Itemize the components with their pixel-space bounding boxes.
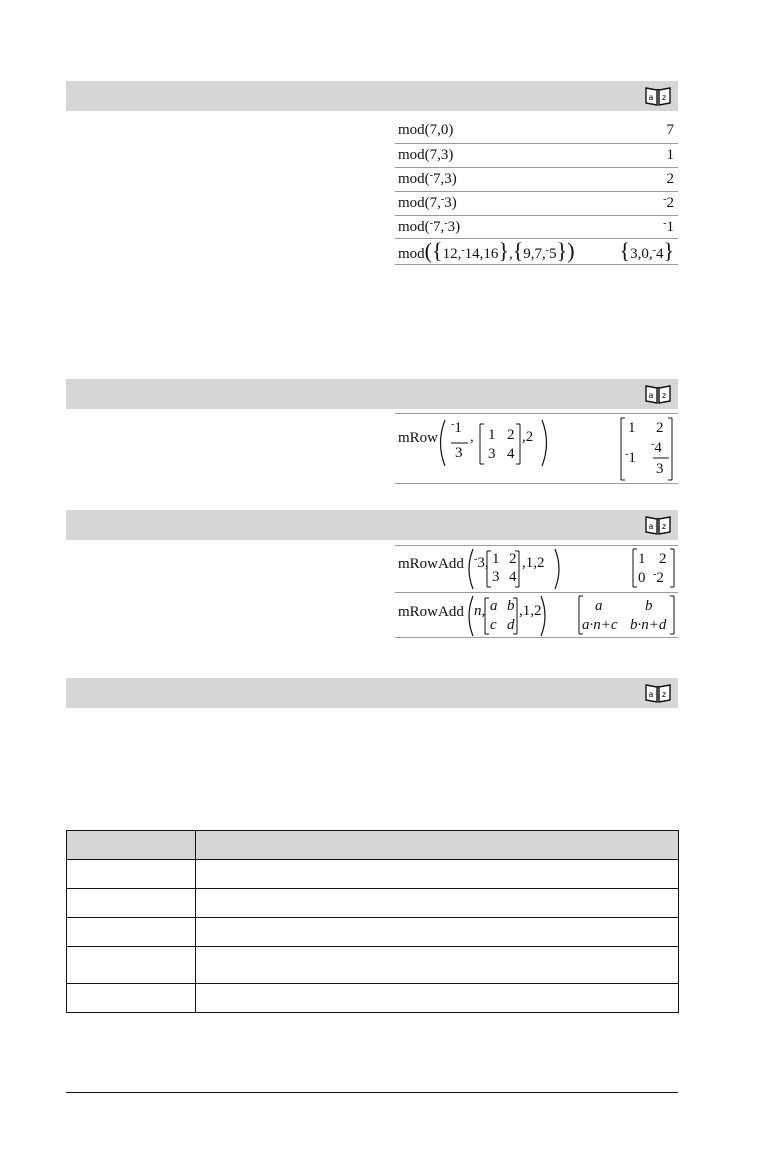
table-cell: [196, 984, 679, 1013]
divider: [395, 215, 678, 216]
table-cell: [67, 889, 196, 918]
svg-text:z: z: [662, 522, 667, 531]
fraction-denominator: 3: [455, 445, 463, 461]
divider: [395, 143, 678, 144]
comma: ,: [470, 429, 474, 445]
table-cell: [196, 889, 679, 918]
divider: [395, 413, 678, 414]
divider: [395, 637, 678, 638]
example-expression: mod(7,-3): [398, 194, 457, 211]
matrix-cell: 1: [628, 420, 636, 436]
matrix-cell: 1: [638, 551, 646, 567]
matrix-cell: 2: [509, 551, 517, 567]
matrix-cell: a: [490, 598, 498, 614]
divider: [395, 191, 678, 192]
scalar: -3,: [474, 554, 489, 571]
example-expression: mod(-7,3): [398, 170, 457, 187]
divider: [395, 545, 678, 546]
table-cell: [196, 918, 679, 947]
table-cell: [67, 947, 196, 984]
section-header-4: [66, 678, 678, 708]
table-cell: [67, 984, 196, 1013]
table-cell: [196, 947, 679, 984]
table-row: [67, 918, 679, 947]
example-function-name: mRowAdd: [398, 556, 464, 572]
matrix-cell: b: [507, 598, 515, 614]
table-row: [67, 860, 679, 889]
example-expression: mod(7,0): [398, 122, 454, 138]
matrix-cell: a: [595, 598, 603, 614]
example-result: -1: [663, 218, 674, 235]
example-expression: mod(-7,-3): [398, 218, 461, 235]
section-header-mrow: [66, 379, 678, 409]
example-result: 2: [666, 171, 674, 187]
matrix-cell: 3: [492, 569, 500, 585]
divider: [395, 167, 678, 168]
table-header-row: [67, 831, 679, 860]
matrix-cell: 3: [656, 461, 664, 477]
table-row: [67, 947, 679, 984]
divider: [395, 592, 678, 593]
svg-text:a: a: [648, 690, 654, 699]
tail-args: ,1,2: [519, 603, 542, 619]
matrix-cell: 1: [492, 551, 500, 567]
svg-text:a: a: [648, 93, 654, 102]
table-row: [67, 984, 679, 1013]
matrix-cell: 1: [488, 427, 496, 443]
fraction-numerator: -1: [451, 419, 462, 436]
matrix-cell: 3: [488, 446, 496, 462]
example-result: -2: [663, 194, 674, 211]
footer-rule: [66, 1092, 678, 1093]
table-cell: [67, 918, 196, 947]
example-function-name: mRow: [398, 430, 439, 446]
svg-text:a: a: [648, 391, 654, 400]
section-header-mrowadd: [66, 510, 678, 540]
matrix-cell: 2: [659, 551, 667, 567]
table-header-cell: [67, 831, 196, 860]
example-expression: mod({12,-14,16},{9,7,-5}): [398, 238, 575, 263]
example-result: 1: [666, 147, 674, 163]
mode-table: [66, 830, 679, 1013]
svg-text:z: z: [662, 690, 667, 699]
svg-text:z: z: [662, 93, 667, 102]
matrix-cell: 4: [507, 446, 515, 462]
matrix-cell: b: [645, 598, 653, 614]
catalog-book-icon: [644, 383, 672, 405]
catalog-book-icon: [644, 682, 672, 704]
example-result: {3,0,-4}: [619, 238, 674, 263]
tail-args: ,1,2: [522, 555, 545, 571]
matrix-cell: -1: [625, 449, 636, 466]
table-row: [67, 889, 679, 918]
catalog-book-icon: [644, 85, 672, 107]
matrix-cell: c: [490, 617, 497, 633]
scalar: n,: [474, 603, 486, 619]
table-cell: [67, 860, 196, 889]
matrix-cell: 4: [509, 569, 517, 585]
tail-args: ,2: [522, 429, 534, 445]
table-cell: [196, 860, 679, 889]
matrix-cell: -4: [651, 439, 662, 456]
matrix-cell: b·n+d: [630, 617, 667, 633]
matrix-cell: a·n+c: [582, 617, 618, 633]
matrix-cell: d: [507, 617, 515, 633]
catalog-book-icon: [644, 514, 672, 536]
example-result: 7: [666, 122, 674, 138]
table-header-cell: [196, 831, 679, 860]
matrix-cell: -2: [653, 569, 664, 586]
matrix-cell: 0: [638, 570, 646, 586]
matrix-cell: 2: [656, 420, 664, 436]
section-header-mod: [66, 81, 678, 111]
divider: [395, 483, 678, 484]
svg-text:z: z: [662, 391, 667, 400]
divider: [395, 264, 678, 265]
matrix-cell: 2: [507, 427, 515, 443]
example-function-name: mRowAdd: [398, 604, 464, 620]
svg-text:a: a: [648, 522, 654, 531]
example-expression: mod(7,3): [398, 147, 454, 163]
